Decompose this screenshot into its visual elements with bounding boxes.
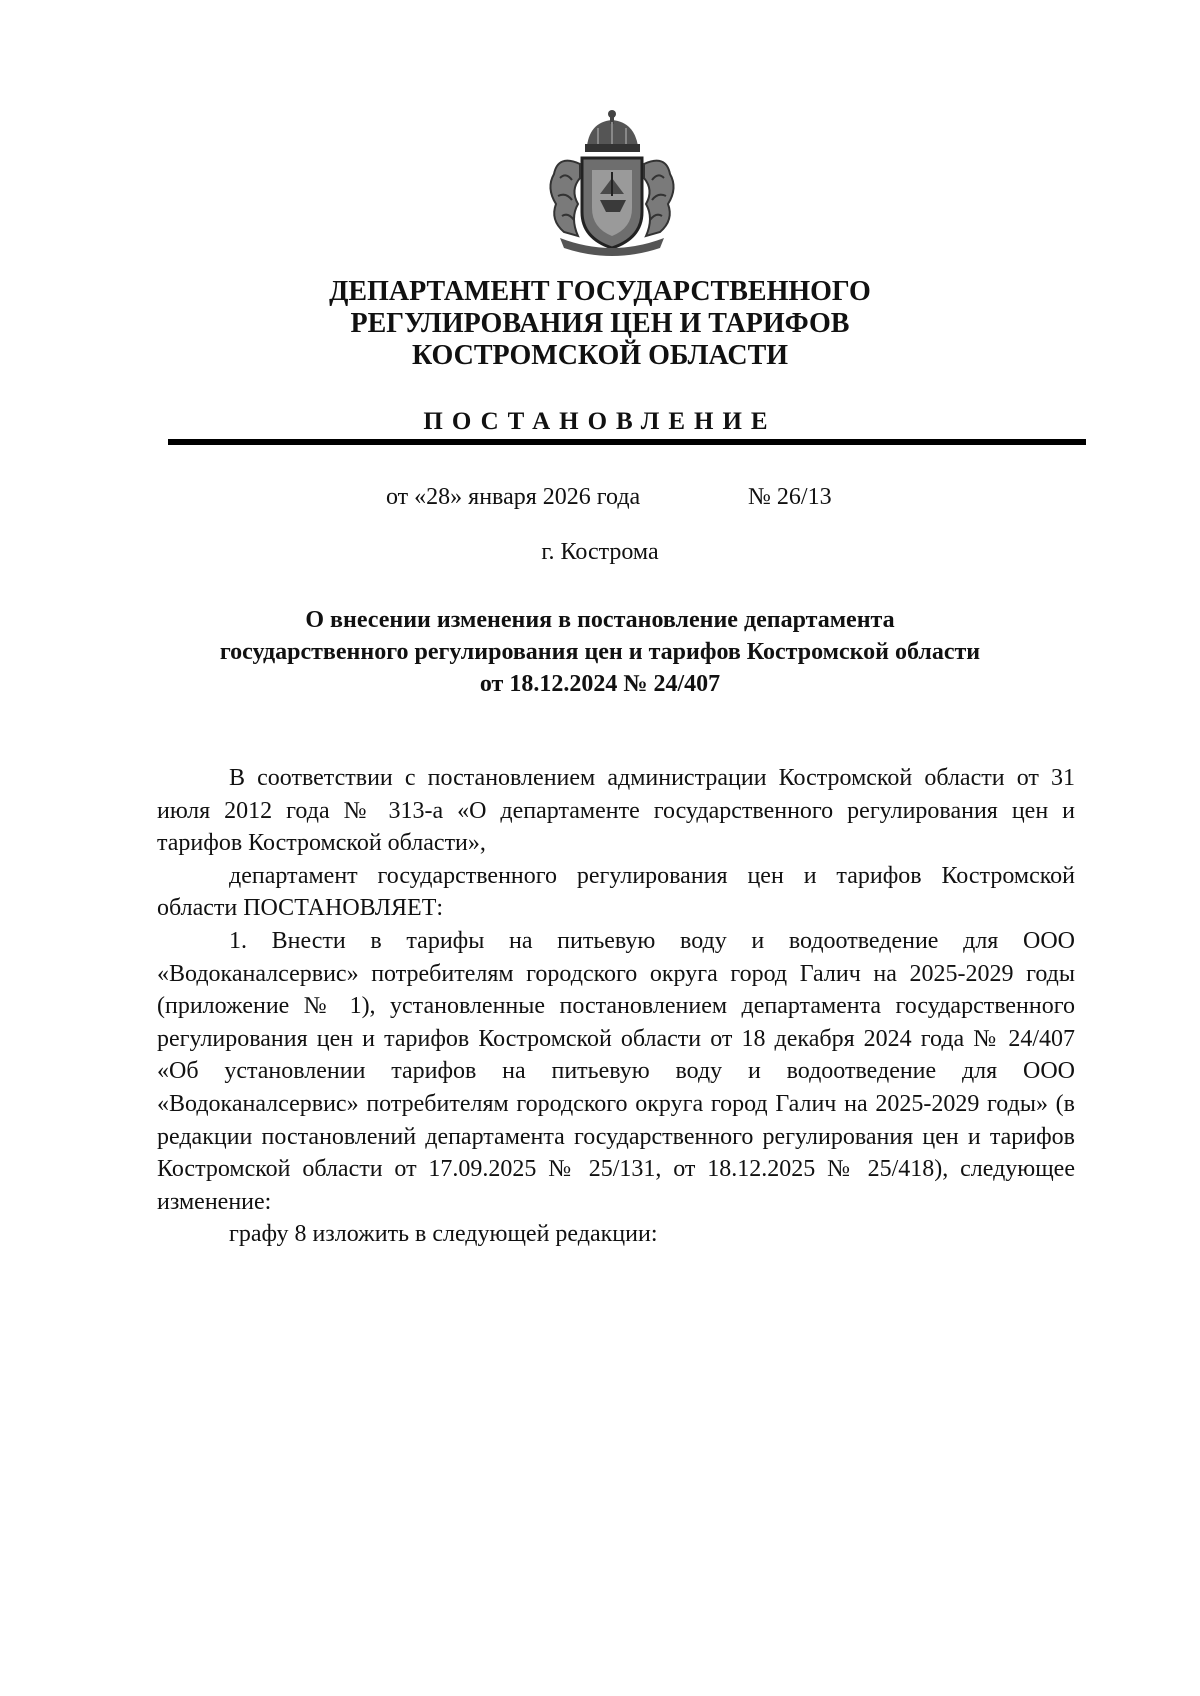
department-title [0, 276, 1200, 372]
document-number: № 26/13 [748, 484, 832, 510]
document-type: ПОСТАНОВЛЕНИЕ [423, 408, 777, 435]
body-paragraph: департамент государственного регулирования цен и тарифов Костромской области ПОСТАНОВЛЯЕТ: [157, 862, 1075, 922]
department-title-line: ДЕПАРТАМЕНТ ГОСУДАРСТВЕННОГО [329, 276, 871, 307]
subject-line: от 18.12.2024 № 24/407 [479, 671, 721, 697]
document-city: г. Кострома [541, 539, 659, 565]
coat-of-arms-icon [540, 108, 685, 256]
document-date: от «28» января 2026 года [386, 484, 641, 510]
department-title-line: РЕГУЛИРОВАНИЯ ЦЕН И ТАРИФОВ [350, 308, 850, 339]
body-paragraph: 1. Внести в тарифы на питьевую воду и водоотведение для ООО «Водоканалсервис» потребителям городского округа город Галич на 2025-2029 годы (приложение № 1), установленные постановлением департамента государственного регулирования цен и тарифов Костромской области от 18 декабря 2024 года № 24/407 «Об установлении тарифов на питьевую воду и водоотведение для ООО «Водоканалсервис» потребителям городского округа город Галич на 2025-2029 годы» (в редакции постановлений департамента государственного регулирования цен и тарифов Костромской области от 17.09.2025 № 25/131, от 18.12.2025 № 25/418), следующее изменение: [157, 927, 1075, 1215]
subject-line: государственного регулирования цен и тарифов Костромской области [219, 639, 981, 665]
header-divider [168, 439, 1086, 445]
body-paragraph: В соответствии с постановлением администрации Костромской области от 31 июля 2012 года № 313-а «О департаменте государственного регулирования цен и тарифов Костромской области», [157, 765, 1075, 857]
body-paragraph: графу 8 изложить в следующей редакции: [229, 1221, 658, 1248]
document-body [157, 762, 1075, 1251]
department-title-line: КОСТРОМСКОЙ ОБЛАСТИ [411, 340, 789, 371]
document-subject [0, 604, 1200, 700]
subject-line: О внесении изменения в постановление департамента [305, 607, 895, 633]
